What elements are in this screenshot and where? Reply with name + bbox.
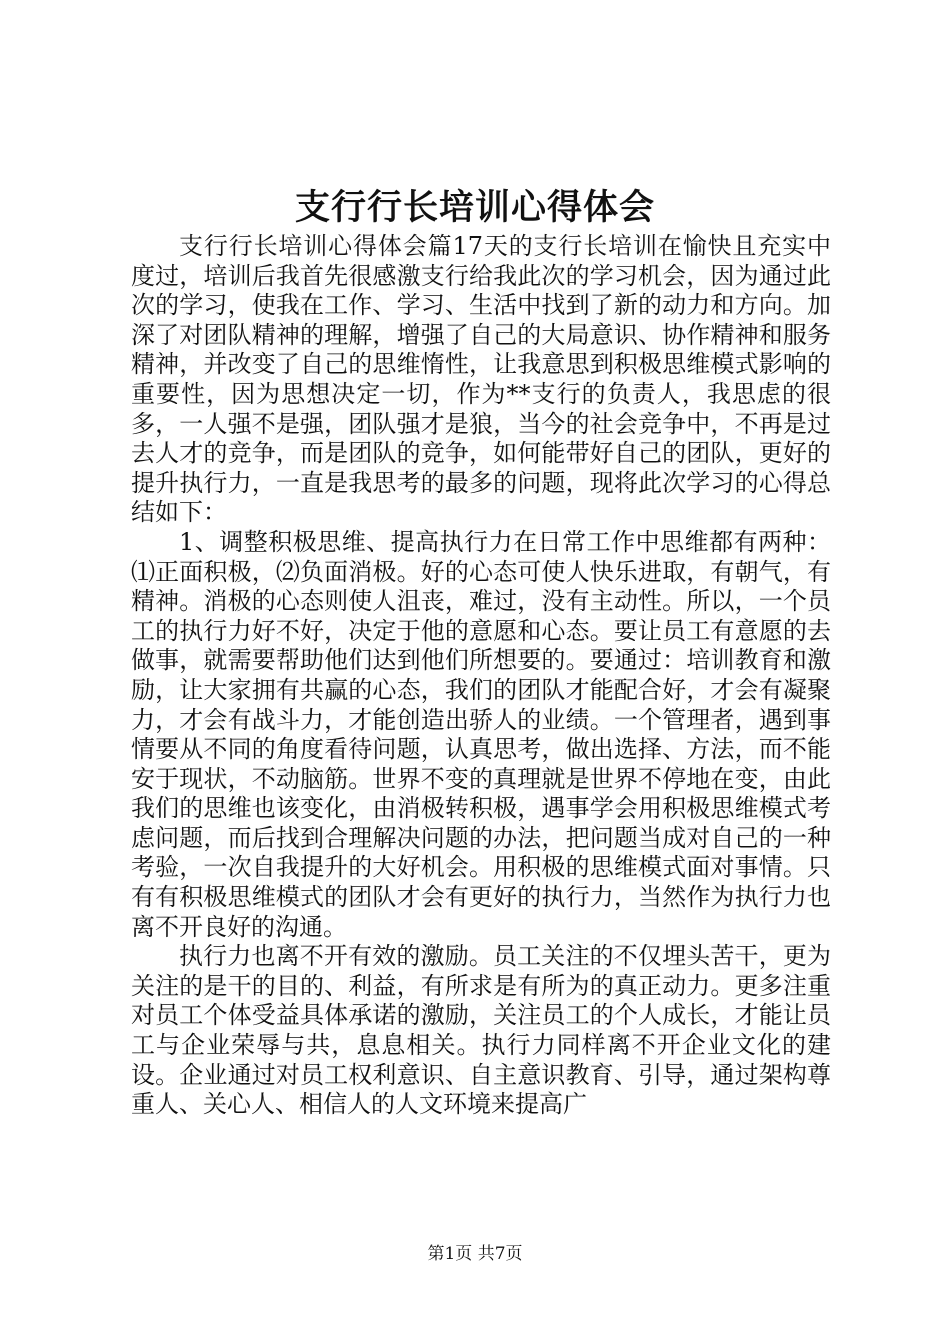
document-title: 支行行长培训心得体会	[294, 187, 655, 228]
page-number-footer: 第1页 共7页	[427, 1244, 523, 1264]
document-body	[131, 232, 831, 1120]
paragraph-incentive: 执行力也离不开有效的激励。员工关注的不仅埋头苦干，更为关注的是干的目的、利益，有所求是有所为的真正动力。更多注重对员工个体受益具体承诺的激励，关注员工的个人成长，才能让员工与企业荣辱与共，息息相关。执行力同样离不开企业文化的建设。企业通过对员工权利意识、自主意识教育、引导，通过架构尊重人、关心人、相信人的人文环境来提高广	[131, 942, 831, 1119]
paragraph-point-1: 1、调整积极思维、提高执行力在日常工作中思维都有两种：⑴正面积极，⑵负面消极。好的心态可使人快乐进取，有朝气，有精神。消极的心态则使人沮丧，难过，没有主动性。所以，一个员工的执行力好不好，决定于他的意愿和心态。要让员工有意愿的去做事，就需要帮助他们达到他们所想要的。要通过：培训教育和激励，让大家拥有共赢的心态，我们的团队才能配合好，才会有凝聚力，才会有战斗力，才能创造出骄人的业绩。一个管理者，遇到事情要从不同的角度看待问题，认真思考，做出选择、方法，而不能安于现状，不动脑筋。世界不变的真理就是世界不停地在变，由此我们的思维也该变化，由消极转积极，遇事学会用积极思维模式考虑问题，而后找到合理解决问题的办法，把问题当成对自己的一种考验，一次自我提升的大好机会。用积极的思维模式面对事情。只有有积极思维模式的团队才会有更好的执行力，当然作为执行力也离不开良好的沟通。	[131, 527, 831, 941]
paragraph-intro: 支行行长培训心得体会篇17天的支行长培训在愉快且充实中度过，培训后我首先很感激支行给我此次的学习机会，因为通过此次的学习，使我在工作、学习、生活中找到了新的动力和方向。加深了对团队精神的理解，增强了自己的大局意识、协作精神和服务精神，并改变了自己的思维惰性，让我意思到积极思维模式影响的重要性，因为思想决定一切，作为**支行的负责人，我思虑的很多，一人强不是强，团队强才是狼，当今的社会竞争中，不再是过去人才的竞争，而是团队的竞争，如何能带好自己的团队，更好的提升执行力，一直是我思考的最多的问题，现将此次学习的心得总结如下：	[131, 232, 831, 527]
